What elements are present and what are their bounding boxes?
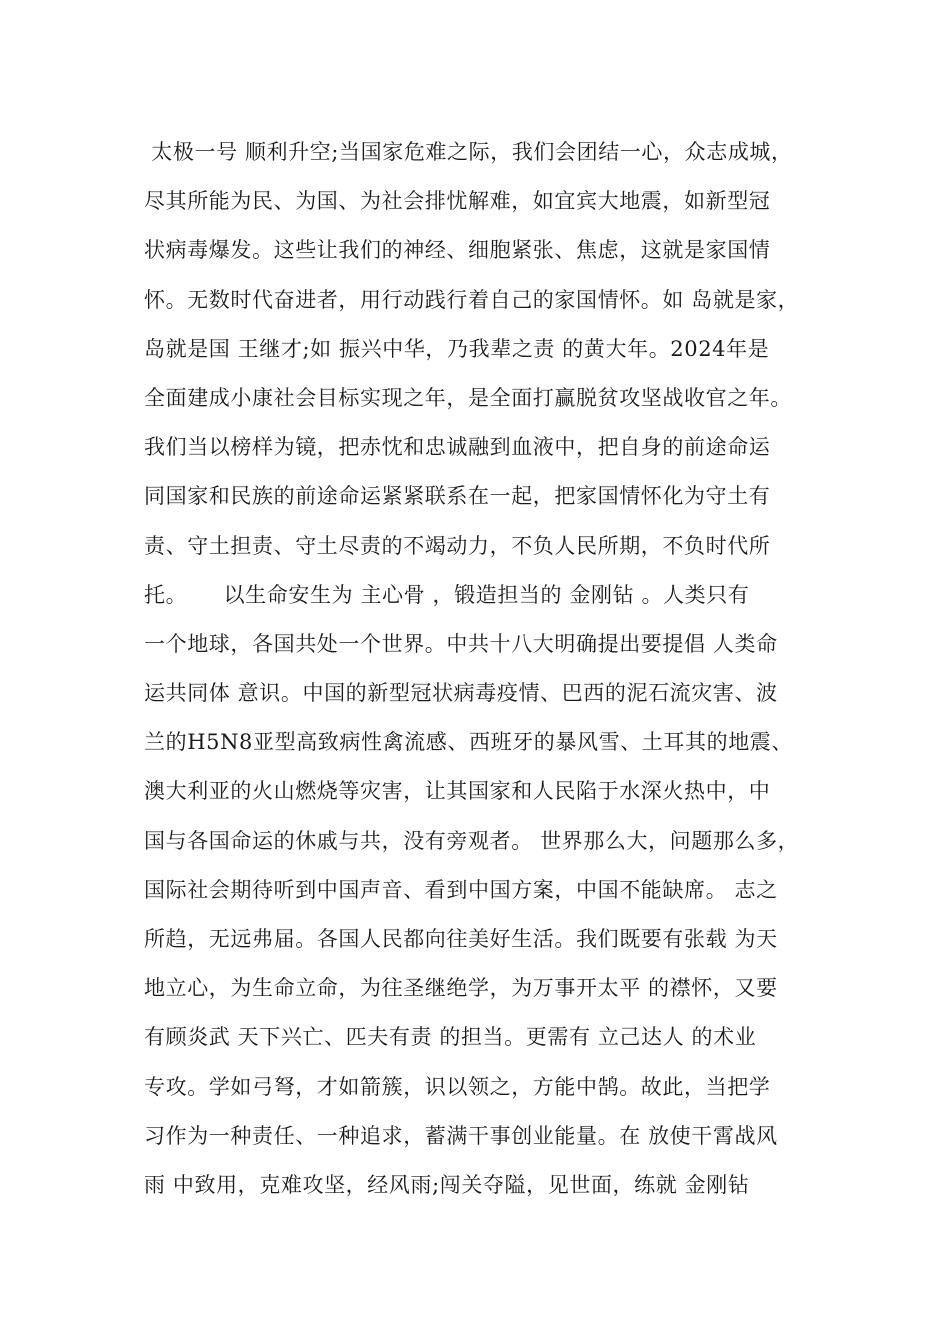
text-line: 国与各国命运的休戚与共，没有旁观者。 世界那么大，问题那么多， (144, 828, 800, 853)
text-line: 责、守土担责、守土尽责的不竭动力，不负人民所期，不负时代所 (144, 533, 771, 558)
text-line: 岛就是国 王继才;如 振兴中华，乃我辈之责 的黄大年。2024年是 (144, 336, 770, 361)
body-text (144, 128, 844, 1210)
text-line: 怀。无数时代奋进者，用行动践行着自己的家国情怀。如 岛就是家， (144, 287, 800, 312)
text-line: 国际社会期待听到中国声音、看到中国方案，中国不能缺席。 志之 (144, 877, 778, 902)
text-line: 雨 中致用，克难攻坚，经风雨;闯关夺隘，见世面，练就 金刚钻 (144, 1172, 750, 1197)
text-line: 一个地球，各国共处一个世界。中共十八大明确提出要提倡 人类命 (144, 631, 778, 656)
text-line: 习作为一种责任、一种追求，蓄满干事创业能量。在 放使干霄战风 (144, 1123, 778, 1148)
text-line: 澳大利亚的火山燃烧等灾害，让其国家和人民陷于水深火热中，中 (144, 779, 771, 804)
text-line: 全面建成小康社会目标实现之年，是全面打赢脱贫攻坚战收官之年。 (144, 385, 792, 410)
text-line: 同国家和民族的前途命运紧紧联系在一起，把家国情怀化为守土有 (144, 484, 771, 509)
text-line: 所趋，无远弗届。各国人民都向往美好生活。我们既要有张载 为天 (144, 927, 778, 951)
text-line: 有顾炎武 天下兴亡、匹夫有责 的担当。更需有 立己达人 的术业 (144, 1025, 757, 1050)
text-line: 状病毒爆发。这些让我们的神经、细胞紧张、焦虑，这就是家国情 (144, 238, 771, 263)
text-line: 尽其所能为民、为国、为社会排忧解难，如宜宾大地震，如新型冠 (144, 189, 771, 214)
text-line: 运共同体 意识。中国的新型冠状病毒疫情、巴西的泥石流灾害、波 (144, 681, 778, 706)
text-line: 专攻。学如弓弩，才如箭簇，识以领之，方能中鹄。故此，当把学 (144, 1074, 771, 1099)
text-line: 兰的H5N8亚型高致病性禽流感、西班牙的暴风雪、土耳其的地震、 (144, 730, 794, 755)
text-line: 太极一号 顺利升空;当国家危难之际，我们会团结一心，众志成城， (144, 140, 793, 164)
text-line: 地立心，为生命立命，为往圣继绝学，为万事开太平 的襟怀，又要 (144, 976, 778, 1001)
text-line: 我们当以榜样为镜，把赤忱和忠诚融到血液中，把自身的前途命运 (144, 435, 771, 460)
text-line: 托。 以生命安生为 主心骨 ，锻造担当的 金刚钻 。人类只有 (144, 582, 750, 607)
